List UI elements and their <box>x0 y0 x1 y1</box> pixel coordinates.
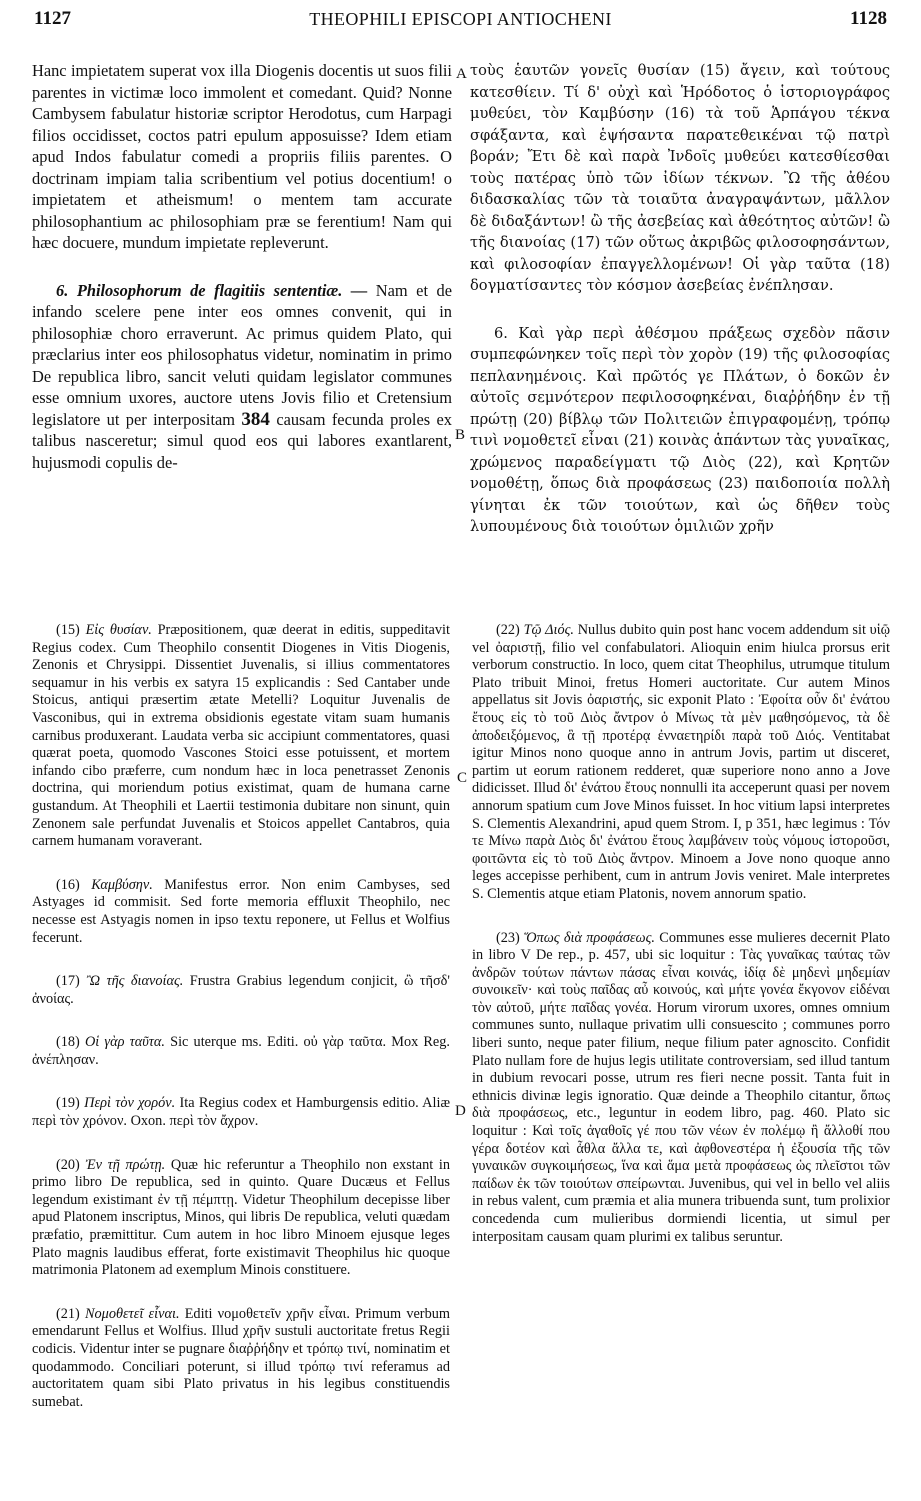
footnote-number: (18) <box>56 1034 80 1051</box>
running-header <box>34 8 887 38</box>
footnote-text: Nullus dubito quin post hanc vocem addendum sit υἱῷ vel ὀαριστῇ, filio vel confabulatori. Alioquin enim hiulca prorsus erit verborum constructio. In loco, quem citat Theophilus, utrumque titulum Plato tribuit Minoi, fretus Homeri auctoritate. Cur autem Minos appellatus sit Jovis ὀαριστής, sic exponit Plato : Ἐφοίτα οὖν δι' ἐνάτου ἔτους εἰς τὸ τοῦ Διὸς ἄντρον ὁ Μίνως τὰ μὲν μαθησόμενος, τὰ δὲ ἀποδειξόμενος, ἃ τῇ προτέρᾳ ἐνναετηρίδι παρὰ τοῦ Διός. Ventitabat igitur Minos nono quoque anno in antrum Jovis, partim ut disceret, partim ut eorum rationem redderet, quæ superiore nono anno a Jove didicisset. Illud δι' ἐνάτου ἔτους nonnulli ita acceperunt quasi per novem annorum spatium cum Jove Minos fuisset. In hoc vitium lapsi interpretes S. Clementis Alexandrini, apud quem Strom. I, p 351, hæc legimus : Τόν τε Μίνω παρὰ Διὸς δι' ἐνάτου ἔτους λαμβάνειν τοὺς νόμους ἱστοροῦσι, φοιτῶντα εἰς τὸ τοῦ Διὸς ἄντρον. Minoem a Jove nono quoque anno leges accepisse perhibent, cum in antrum Jovis veniret. Male interpretes S. Clementis atque etiam Platonis, novem annorum spatio. <box>472 622 890 902</box>
footnote <box>32 973 450 1008</box>
footnote <box>32 1095 450 1130</box>
footnote <box>32 1034 450 1069</box>
footnote-lemma: Τῷ Διός. <box>523 622 574 638</box>
footnote-lemma: Ἐν τῇ πρώτῃ. <box>85 1156 166 1173</box>
footnotes-right-column <box>472 622 890 1492</box>
footnote <box>32 877 450 947</box>
footnote-text: Præpositionem, quæ deerat in editis, suppeditavit Regius codex. Cum Theophilo consentit Diogenes in Vitis Diogenis, Zenonis et Chrysippi. Dissentiet Juvenalis, si illius commentatores sequamur in his verbis ex satyra 15 explicandis : Sed Cantaber unde Stoicus, antiqui præsertim ætate Metelli? Loquitur Juvenalis de Vasconibus, qui in extrema obsidionis egestate vitam suam humanis carnibus produxerant. Laudata verba sic accipiunt commentatores, quasi quærat poeta, quomodo Vascones Stoici esse potuissent, et mortem infando cibo præferre, cum nondum hæc in loca penetrasset Zenonis doctrina, qui moriendum potius existimat, quam de humana carne gustandum. At Theophili et Laertii testimonia dubitare non sinunt, quin Zenonem sale perfundat Juvenalis et Stoicos appellet Cantabros, quia carnem humanam voraverant. <box>32 622 450 850</box>
footnote <box>32 622 450 851</box>
footnote-text: Communes esse mulieres decernit Plato in libro V De rep., p. 457, ubi sic loquitur : Τὰς γυναῖκας ταύτας τῶν ἀνδρῶν τούτων πάντων πάσας εἶναι κοινάς, ἰδίᾳ δὲ μηδενὶ μηδεμίαν συνοικεῖν· καὶ τοὺς παῖδας αὖ κοινούς, καὶ μήτε γονέα ἔκγονον εἰδέναι τὸν αὐτοῦ, μήτε παῖδας γονέα. Horum virorum uxores, omnes omnium communes sunto, nullaque privatim ulli consuescito ; communes porro liberi sunto, neque pater filium, neque filium pater agnoscito. Confidit Plato nullam fore de hujus legis utilitate controversiam, sed illud tantum in dubium revocari posse, utrum res fieri necne possit. Tanta fuit in ethnicis divinæ legis ignoratio. Quæ deinde a Theophilo citantur, ὅπως διὰ προφάσεως, etc., leguntur in eodem libro, pag. 460. Plato sic loquitur : Καὶ τοῖς ἀγαθοῖς γέ που τῶν νέων ἐν πολέμῳ ἢ ἄλλοθί που γέρα δοτέον καὶ ἆθλα ἄλλα τε, καὶ ἀφθονεστέρα ἡ ἐξουσία τῆς τῶν γυναικῶν συγκοιμήσεως, ἵνα καὶ ἅμα μετὰ προφάσεως ὡς πλεῖστοι τῶν παίδων ἐκ τῶν τοιούτων σπείρωνται. Juvenibus, qui vel in bello vel aliis in rebus valent, cum præmia et alia munera tribuenda sunt, tum prolixior concedenda cum mulieribus dormiendi licentia, ut simul per interpositam causam quam plurimi ex talibus seruntur. <box>472 929 890 1245</box>
footnotes-left-column <box>32 622 450 1492</box>
footnote-number: (16) <box>56 876 80 893</box>
footnote-number: (20) <box>56 1156 80 1173</box>
footnote-number: (22) <box>496 622 520 638</box>
margin-letter-b: B <box>455 427 466 443</box>
footnote-number: (23) <box>496 929 520 946</box>
footnote-number: (21) <box>56 1305 80 1322</box>
footnote-text: Sic uterque ms. Editi. οὐ γὰρ ταῦτα. Mox Reg. ἀνέπλησαν. <box>32 1034 450 1068</box>
margin-letter-d: D <box>455 1103 466 1119</box>
footnote-lemma: Ὢ τῆς διανοίας. <box>86 973 184 990</box>
footnote-text: Frustra Grabius legendum conjicit, ὢ τῆσδ' ἀνοίας. <box>32 973 450 1007</box>
latin-paragraph-2-text-a: Nam et de infando scelere pene inter eos omnes convenit, qui in philosophiæ choro erraverunt. Ac primus quidem Plato, qui præclarius inter eos philosophatus videtur, nominatim in primo De republica libro, sancit veluti quidam legislator communes esse omnium uxores, auctore utens Jovis filio et Cretensium legislatore ut per interpositam <box>32 280 452 429</box>
footnote-number: (15) <box>56 622 80 638</box>
greek-paragraph-2: 6. Καὶ γὰρ περὶ ἀθέσμου πράξεως σχεδὸν πᾶσιν συμπεφώνηκεν τοῖς περὶ τὸν χορὸν (19) τῆς φιλοσοφίας πεπλανημένοις. Καὶ πρῶτός γε Πλάτων, ὁ δοκῶν ἐν αὐτοῖς σεμνότερον πεφιλοσοφηκέναι, διαῤῥήδην ἐν τῇ πρώτῃ (20) βίβλῳ τῶν Πολιτειῶν ἐπιγραφομένῃ, τρόπῳ τινὶ νομοθετεῖ εἶναι (21) κοινὰς ἁπάντων τὰς γυναῖκας, χρώμενος παραδείγματι τῷ Διὸς (22), καὶ Κρητῶν νομοθέτῃ, ὅπως διὰ προφάσεως (23) παιδοποιία πολλὴ γίνηται ἐκ τῶν τοιούτων, καὶ ὡς δῆθεν τοὺς λυπουμένους διὰ τοιούτων ὁμιλιῶν χρῆν <box>470 324 890 535</box>
footnote-lemma: Περὶ τὸν χορόν. <box>84 1095 176 1112</box>
latin-paragraph-2-text-b: causam fecunda proles ex talibus nasceretur; simul quod eos qui labores exantlarent, hujusmodi copulis de- <box>32 409 452 472</box>
running-title: THEOPHILI EPISCOPI ANTIOCHENI <box>309 9 612 29</box>
margin-letter-c: C <box>457 770 468 786</box>
latin-paragraph-1: Hanc impietatem superat vox illa Diogenis docentis ut suos filii parentes in victimæ loco immolent et comedant. Quid? Nonne Cambysem fabulatur historiæ scriptor Herodotus, cum Harpagi filios occidisset, coctos patri epulum apposuisse? Idem etiam apud Indos fabulatur comedi a propriis filiis parentes. O doctrinam impiam talia scribentium vel potius docentium! o impietatem et atheismum! o mentem tam accurate philosophantium ac philosophiam præ se ferentium! Nam qui hæc docuere, mundum impietate repleverunt. <box>32 61 452 252</box>
latin-main-column <box>32 60 452 600</box>
greek-main-column <box>470 60 890 600</box>
footnote-lemma: Εἰς θυσίαν. <box>85 622 152 638</box>
footnote <box>472 930 890 1247</box>
page-marker: 384 <box>241 408 270 430</box>
footnote-text: Manifestus error. Non enim Cambyses, sed Astyages id commisit. Sed forte memoria effluxit Theophilo, nec necesse est Astyagis nomen in ipso textu reponere, ut Fellus et Wolfius fecerunt. <box>32 876 450 946</box>
footnote <box>32 1306 450 1412</box>
footnote-text: Ita Regius codex et Hamburgensis editio. Aliæ περὶ τὸν χρόνον. Oxon. περὶ τὸν ἄχρον. <box>32 1095 450 1130</box>
greek-paragraph-1: τοὺς ἑαυτῶν γονεῖς θυσίαν (15) ἄγειν, καὶ τούτους κατεσθίειν. Τί δ' οὐχὶ καὶ Ἡρόδοτος ὁ ἱστοριογράφος μυθεύει, τὸν Καμβύσην (16) τὰ τοῦ Ἁρπάγου τέκνα σφάξαντα, καὶ ἑψήσαντα παρατεθεικέναι τῷ πατρὶ βοράν; Ἔτι δὲ καὶ παρὰ Ἰνδοῖς μυθεύει κατεσθίεσθαι τοὺς πατέρας ὑπὸ τῶν ἰδίων τέκνων. Ὢ τῆς ἀθέου διδασκαλίας τῶν τὰ τοιαῦτα ἀναγραψάντων, μᾶλλον δὲ διδαξάντων! ὢ τῆς ἀσεβείας καὶ ἀθεότητος αὐτῶν! ὢ τῆς διανοίας (17) τῶν οὕτως ἀκριβῶς φιλοσοφησάντων, καὶ φιλοσοφίαν ἐπαγγελλομένων! Οἱ γὰρ ταῦτα (18) δογματίσαντες τὸν κόσμον ἀσεβείας ἐνέπλησαν. <box>470 62 890 294</box>
page-number-right: 1128 <box>850 8 887 29</box>
footnote-lemma: Καμβύσην. <box>91 876 153 893</box>
footnote-lemma: Οἱ γὰρ ταῦτα. <box>84 1034 165 1051</box>
footnote-lemma: Νομοθετεῖ εἶναι. <box>84 1305 180 1322</box>
footnote <box>32 1157 450 1280</box>
footnote-number: (19) <box>56 1095 80 1112</box>
footnote-text: Editi νομοθετεῖν χρῆν εἶναι. Primum verbum emendarunt Fellus et Wolfius. Illud χρῆν sustuli auctoritate fretus Regii codicis. Videntur inter se pugnare διαῤῥήδην et τρόπῳ τινί, nominatim et quodammodo. Conciliari poterunt, si illud τρόπῳ τινί referamus ad auctoritatem quam sibi Plato privatus in his legibus constituendis sumebat. <box>32 1305 450 1410</box>
footnote-text: Quæ hic referuntur a Theophilo non exstant in primo libro De republica, sed in quinto. Quare Ducæus et Fellus legendum existimant ἐν τῇ πέμπτῃ. Videtur Theophilum decepisse liber apud Platonem inscriptus, Minos, qui libris De republica, veluti quædam præfatio, præmittitur. Cum autem in hoc libro Minoem ejusque leges Plato magnis laudibus efferat, forte existimavit Theophilus hic quoque matrimonia Platonem ad exemplum Minois constituere. <box>32 1156 450 1279</box>
footnote-lemma: Ὅπως διὰ προφάσεως. <box>524 929 656 946</box>
margin-letter-a: A <box>456 66 467 82</box>
page-number-left: 1127 <box>34 8 71 29</box>
footnote-number: (17) <box>56 973 80 990</box>
footnote <box>472 622 890 904</box>
section-heading: 6. Philosophorum de flagitiis sententiæ. — <box>56 280 368 300</box>
latin-paragraph-2 <box>32 280 452 474</box>
